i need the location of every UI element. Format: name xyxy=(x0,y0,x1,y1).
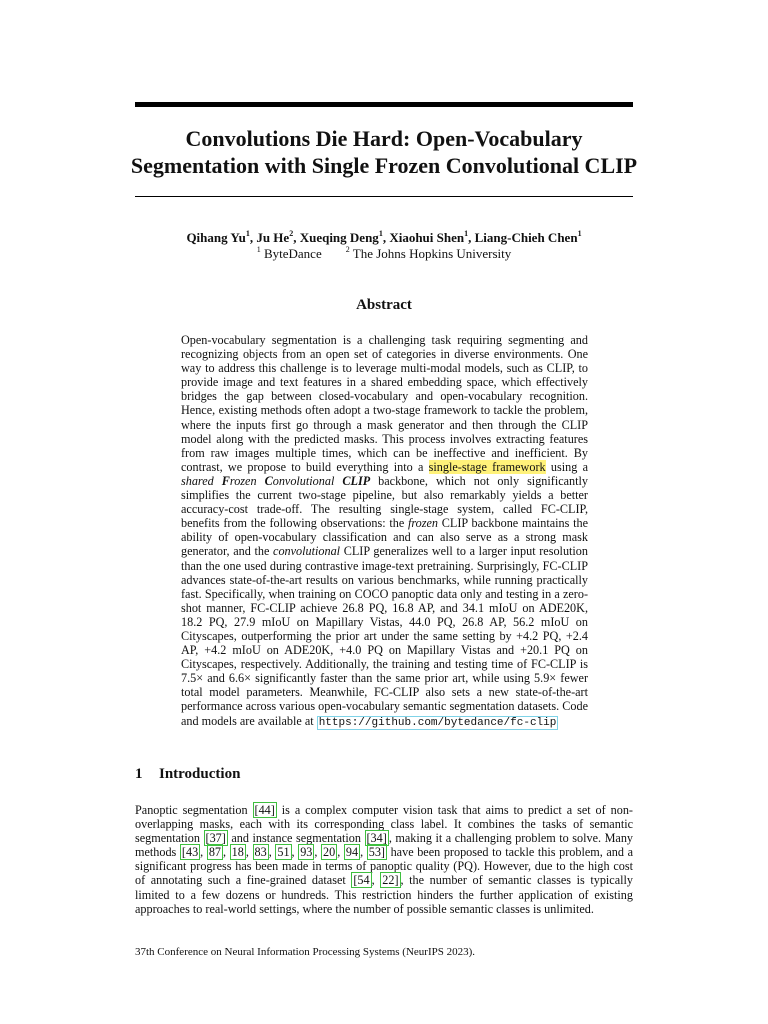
author: Liang-Chieh Chen xyxy=(474,230,578,245)
abstract-emphasis: shared xyxy=(181,473,222,488)
citation-link[interactable]: 18 xyxy=(231,845,244,860)
abstract-bold-letter: F xyxy=(221,473,230,488)
intro-text: have been proposed to tackle this problem, and a significant progress has been made in terms of panoptic quality (PQ). However, due to the high cost of annotating such a fine-grained dataset xyxy=(135,845,634,888)
citation-link[interactable]: [37] xyxy=(205,831,226,846)
section-heading xyxy=(135,766,240,783)
author: Qihang Yu xyxy=(186,230,246,245)
abstract-text: CLIP backbone maintains the ability of open-vocabulary classification and can also serve as a strong mask generator, and the xyxy=(181,516,588,559)
title-line-1: Convolutions Die Hard: Open-Vocabulary xyxy=(185,126,583,151)
section-title: Introduction xyxy=(159,766,241,782)
citation-link[interactable]: 83 xyxy=(254,845,267,860)
abstract-body xyxy=(181,333,588,730)
citation-link[interactable]: 51 xyxy=(277,845,290,860)
author: Xueqing Deng xyxy=(299,230,379,245)
conference-footnote: 37th Conference on Neural Information Processing Systems (NeurIPS 2023). xyxy=(135,946,476,958)
title-line-2: Segmentation with Single Frozen Convolutional CLIP xyxy=(130,153,638,178)
affiliation-name: ByteDance xyxy=(263,246,322,261)
citation-link[interactable]: [44] xyxy=(254,803,275,817)
author-affiliation-mark: 1 xyxy=(577,229,582,238)
abstract-bold-term: CLIP xyxy=(342,473,371,488)
citation-link[interactable]: 94 xyxy=(345,845,359,860)
author: Ju He xyxy=(256,230,290,245)
highlighted-phrase: single-stage framework xyxy=(428,459,546,474)
author-affiliation-mark: 1 xyxy=(378,229,383,238)
abstract-text: backbone, which not only significantly simplifies the current two-stage pipeline, but also remarkably yields a better accuracy-cost trade-off. The resulting single-stage system, called FC-CLIP, benefits from the following observations: the xyxy=(181,473,588,531)
abstract-heading: Abstract xyxy=(356,297,412,313)
affiliation-number: 1 xyxy=(256,245,261,254)
abstract-emphasis: convolutional xyxy=(273,544,341,559)
intro-text: and instance segmentation xyxy=(227,831,365,846)
abstract-text: CLIP generalizes well to a larger input resolution than the one used during contrastive image-text pretraining. Surprisingly, FC-CLIP advances state-of-the-art results on various benchmarks, while running practically fast. Specifically, when training on COCO panoptic data only and testing in a zero-shot manner, FC-CLIP achieve 26.8 PQ, 16.8 AP, and 34.1 mIoU on ADE20K, 18.2 PQ, 27.9 mIoU on Mapillary Vistas, 44.0 PQ, 26.8 AP, 56.2 mIoU on Cityscapes, outperforming the prior art under the same setting by +4.2 PQ, +2.4 AP, +4.2 mIoU on ADE20K, +4.0 PQ on Mapillary Vistas and +20.1 PQ on Cityscapes, respectively. Additionally, the training and testing time of FC-CLIP is 7.5× and 6.6× significantly faster than the same prior art, while using 5.9× fewer total model parameters. Meanwhile, FC-CLIP also sets a new state-of-the-art performance across various open-vocabulary semantic segmentation datasets. Code and models are available at xyxy=(181,544,588,728)
author-affiliation-mark: 1 xyxy=(464,229,469,238)
author-list: Qihang Yu$^1$, Ju He$^2$, Xueqing Deng$^1$, Xiaohui Shen$^1$, Liang-Chieh Chen$^1$ xyxy=(186,229,582,245)
citation-link[interactable]: 20 xyxy=(323,845,336,860)
citation-link[interactable]: 93 xyxy=(300,845,313,860)
abstract-emphasis: rozen xyxy=(229,473,257,488)
intro-text: is a complex computer vision task that aims to predict a set of non-overlapping masks, each with its corresponding class label. It combines the tasks of semantic segmentation xyxy=(135,803,633,846)
code-link[interactable]: https://github.com/bytedance/fc-clip xyxy=(318,716,557,729)
citation-link[interactable]: 53] xyxy=(368,845,385,860)
author: Xiaohui Shen xyxy=(389,230,465,245)
intro-text: , the number of semantic classes is typically limited to a few dozens or hundreds. This restriction hinders the further application of existing approaches to real-world settings, where the number of possible semantic classes is unlimited. xyxy=(135,873,633,916)
abstract-text: using a xyxy=(545,459,588,474)
top-rule xyxy=(135,102,633,107)
citation-link[interactable]: [43 xyxy=(181,845,199,860)
affiliation-number: 2 xyxy=(345,245,350,254)
abstract-text: Open-vocabulary segmentation is a challenging task requiring segmenting and recognizing objects from an open set of categories in diverse environments. One way to address this challenge is to leverage multi-modal models, such as CLIP, to provide image and text features in a shared embedding space, which effectively bridges the gap between closed-vocabulary and open-vocabulary recognition. Hence, existing methods often adopt a two-stage framework to tackle the problem, where the inputs first go through a mask generator and then through the CLIP model along with the predicted masks. This process involves extracting features from raw images multiple times, which can be ineffective and inefficient. By contrast, we propose to build everything into a xyxy=(181,333,588,474)
abstract-bold-letter: C xyxy=(264,473,273,488)
abstract-emphasis: onvolutional xyxy=(272,473,343,488)
intro-paragraph: Panoptic segmentation [44] is a complex computer vision task that aims to predict a set of non-overlapping masks, each with its corresponding class label. It combines the tasks of semantic segmentation [37] and instance segmentation [34] , making it a challenging problem to solve. Many methods [43 , 87 , 18 , 83 , 51 , 93 , 20 , 94 , 53] have been proposed to tackle this problem, and a significant progress has been made in terms of panoptic quality (PQ). However, due to the high cost of annotating such a fine-grained dataset [54 , 22] , the number of semantic classes is typically limited to a few dozens or hundreds. This restriction hinders the further application of existing approaches to real-world settings, where the number of possible semantic classes is unlimited. xyxy=(135,803,634,916)
intro-text: , making it a challenging problem to solve. Many methods xyxy=(135,831,634,860)
author-affiliation-mark: 1 xyxy=(245,229,250,238)
citation-link[interactable]: 22] xyxy=(382,873,399,888)
citation-link[interactable]: 87 xyxy=(208,845,222,860)
citation-link[interactable]: [34] xyxy=(366,831,387,846)
author-affiliation-mark: 2 xyxy=(289,229,294,238)
title-rule xyxy=(135,196,633,197)
abstract-emphasis: frozen xyxy=(408,516,439,531)
affiliation-name: The Johns Hopkins University xyxy=(352,246,512,261)
citation-link[interactable]: [54 xyxy=(353,873,370,888)
intro-text: Panoptic segmentation xyxy=(135,803,253,817)
paper-title xyxy=(120,125,648,179)
section-number: 1 xyxy=(135,766,143,782)
affiliations xyxy=(135,246,633,262)
